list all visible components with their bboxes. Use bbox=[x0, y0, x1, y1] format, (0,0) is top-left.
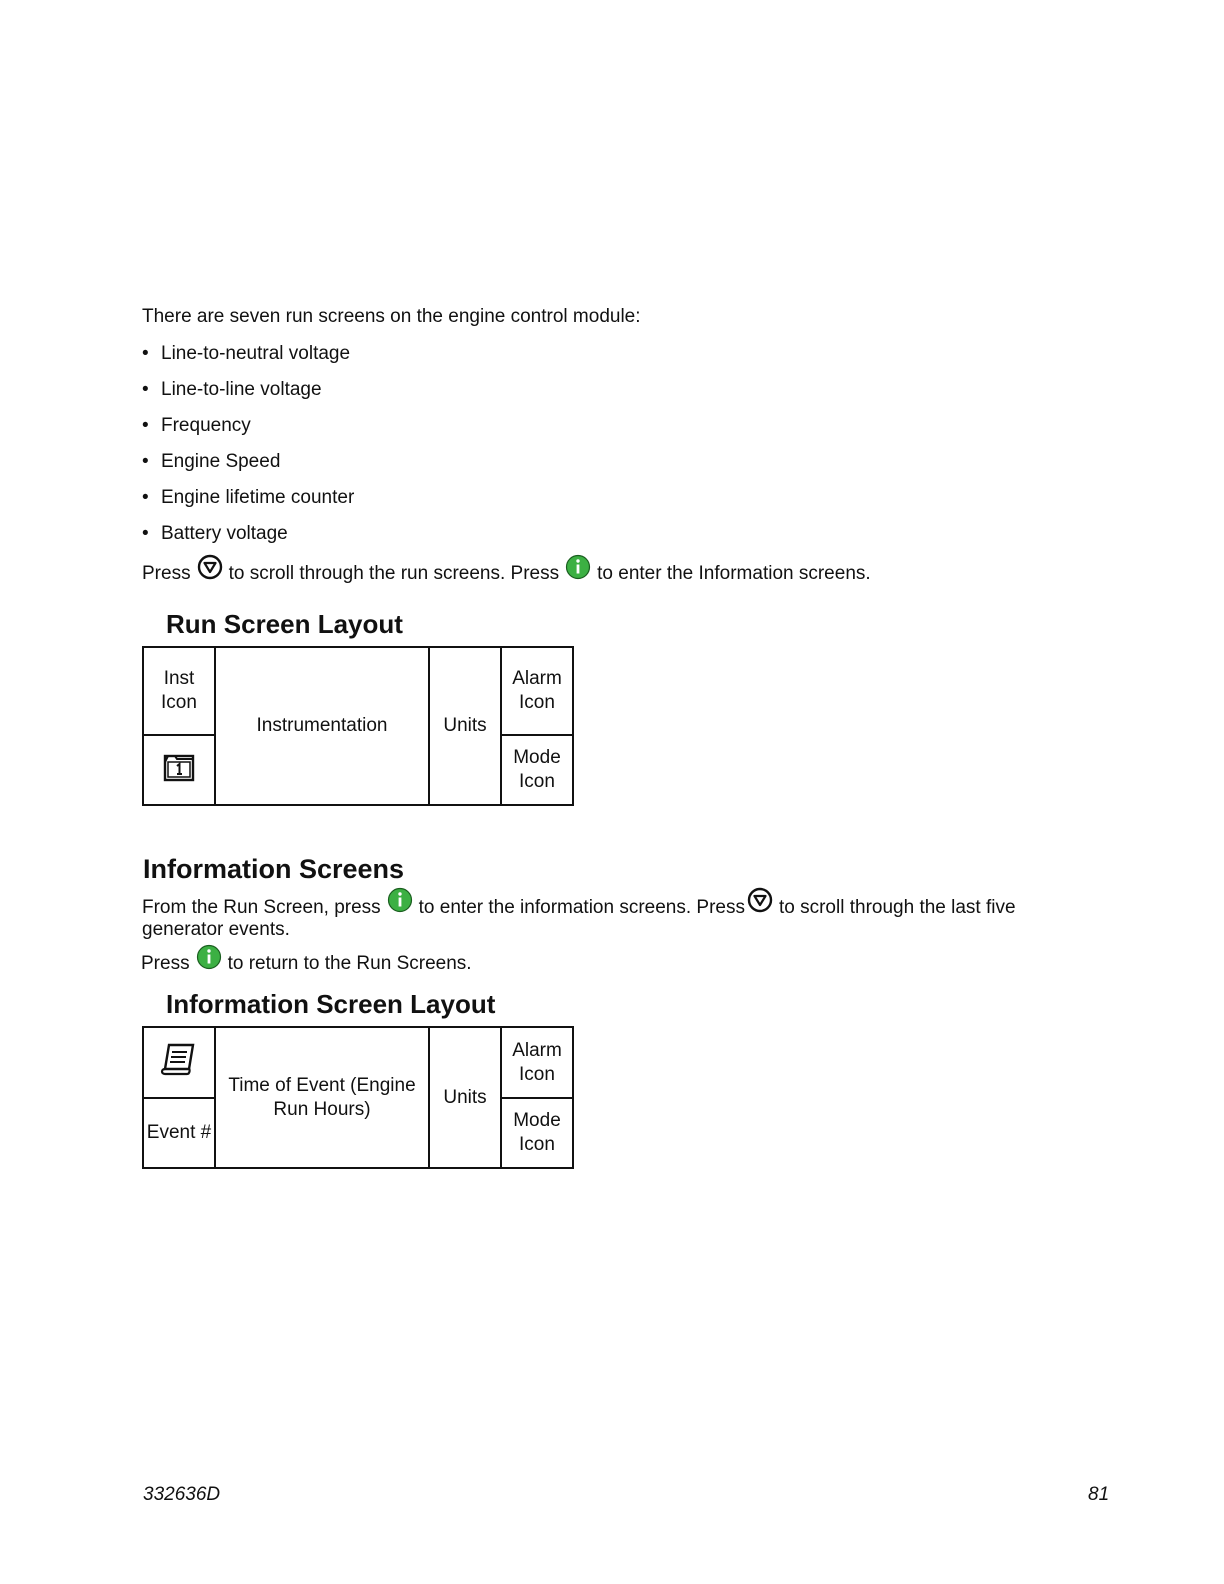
info-text: From the Run Screen, press bbox=[142, 897, 381, 918]
information-screens-paragraph bbox=[142, 893, 1102, 941]
list-item-text: Engine Speed bbox=[161, 451, 281, 472]
info-icon bbox=[196, 944, 222, 970]
page-number: 81 bbox=[1088, 1484, 1110, 1505]
run-screen-list bbox=[142, 342, 354, 558]
information-screen-layout-table bbox=[142, 1026, 574, 1169]
return-instructions bbox=[141, 950, 472, 976]
info-text: generator events. bbox=[142, 919, 290, 940]
press-text: Press bbox=[142, 563, 191, 584]
info-text: to return to the Run Screens. bbox=[227, 953, 472, 974]
calendar-icon-cell bbox=[143, 735, 215, 805]
list-item: • Frequency bbox=[142, 414, 354, 450]
run-screen-layout-table bbox=[142, 646, 574, 806]
info-text: Press bbox=[141, 953, 190, 974]
press-instructions bbox=[142, 560, 871, 586]
info-text: to enter the information screens. Press bbox=[418, 897, 745, 918]
press-text: to enter the Information screens. bbox=[597, 563, 871, 584]
intro-text: There are seven run screens on the engine control module: bbox=[142, 306, 641, 327]
instrumentation-cell: Instrumentation bbox=[215, 647, 429, 805]
inst-icon-cell: Inst Icon bbox=[143, 647, 215, 735]
document-number: 332636D bbox=[143, 1484, 221, 1505]
scroll-down-icon bbox=[197, 554, 223, 580]
information-screens-title: Information Screens bbox=[143, 854, 405, 884]
event-number-cell: Event # bbox=[143, 1098, 215, 1168]
list-item-text: Frequency bbox=[161, 415, 251, 436]
alarm-icon-cell: Alarm Icon bbox=[501, 647, 573, 735]
list-item: • Battery voltage bbox=[142, 522, 354, 558]
list-item: • Engine lifetime counter bbox=[142, 486, 354, 522]
list-item: • Line-to-neutral voltage bbox=[142, 342, 354, 378]
list-item-text: Line-to-neutral voltage bbox=[161, 343, 351, 364]
units-cell: Units bbox=[429, 647, 501, 805]
alarm-icon-cell: Alarm Icon bbox=[501, 1027, 573, 1098]
time-of-event-cell: Time of Event (Engine Run Hours) bbox=[215, 1027, 429, 1168]
units-cell: Units bbox=[429, 1027, 501, 1168]
info-text: to scroll through the last five bbox=[778, 897, 1016, 918]
information-screen-layout-title: Information Screen Layout bbox=[166, 989, 496, 1019]
event-log-icon-cell bbox=[143, 1027, 215, 1098]
scroll-down-icon bbox=[747, 887, 773, 913]
list-item: • Engine Speed bbox=[142, 450, 354, 486]
info-icon bbox=[565, 554, 591, 580]
info-icon bbox=[387, 887, 413, 913]
list-item-text: Line-to-line voltage bbox=[161, 379, 322, 400]
mode-icon-cell: Mode Icon bbox=[501, 1098, 573, 1168]
list-item-text: Battery voltage bbox=[161, 523, 288, 544]
event-log-icon bbox=[159, 1041, 199, 1077]
mode-icon-cell: Mode Icon bbox=[501, 735, 573, 805]
press-text: to scroll through the run screens. Press bbox=[228, 563, 560, 584]
run-screen-layout-title: Run Screen Layout bbox=[166, 609, 403, 639]
list-item: • Line-to-line voltage bbox=[142, 378, 354, 414]
calendar-icon bbox=[162, 751, 196, 783]
list-item-text: Engine lifetime counter bbox=[161, 487, 355, 508]
